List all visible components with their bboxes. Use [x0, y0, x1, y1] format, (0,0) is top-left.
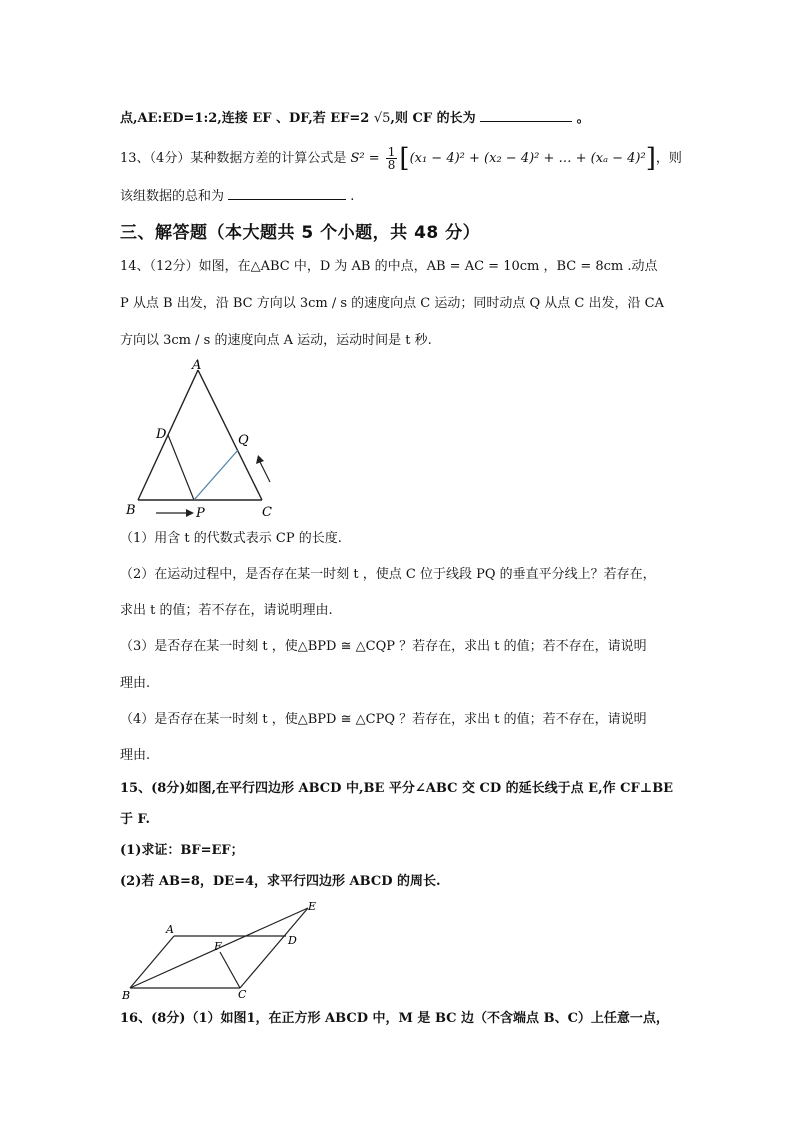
q14-sub2b: 求出 t 的值；若不存在，请说明理由. [120, 603, 333, 618]
q13-line2 [120, 186, 354, 206]
q15-sub1: (1)求证：BF=EF； [120, 843, 244, 858]
q13-frac-num: 1 [387, 145, 396, 159]
label-E: E [308, 900, 317, 913]
q13-right-bracket: ] [645, 143, 656, 174]
q15-sub2: (2)若 AB=8，DE=4，求平行四边形 ABCD 的周长. [120, 874, 441, 889]
label-F: F [214, 940, 222, 953]
edge-AB [130, 936, 174, 988]
segment-CF [220, 952, 240, 988]
label-C: C [262, 505, 272, 520]
q16-line1: 16、(8分)（1）如图1，在正方形 ABCD 中，M 是 BC 边（不含端点 B、C）上任意一点， [120, 1011, 669, 1026]
q13-answer-blank[interactable] [228, 186, 346, 200]
q13-line2-text: 该组数据的总和为 [120, 189, 225, 204]
q15-parallelogram-figure [118, 898, 328, 1004]
q12-text-b: ,则 CF 的长为 [390, 111, 476, 126]
label-A: A [166, 923, 174, 936]
segment-PQ [194, 450, 238, 500]
q13-fraction [386, 146, 398, 171]
q13-line1 [120, 143, 682, 174]
label-Q: Q [238, 433, 249, 448]
section-heading: 三、解答题（本大题共 5 个小题，共 48 分） [120, 223, 481, 243]
q13-line2-end: . [350, 189, 355, 204]
q14-line2: P 从点 B 出发，沿 BC 方向以 3cm / s 的速度向点 C 运动；同时动点 Q 从点 C 出发，沿 CA [120, 296, 664, 311]
q12-text-a: 点,AE:ED=1:2,连接 EF 、DF,若 EF=2 [120, 111, 370, 126]
q13-prefix: 13、（4分）某种数据方差的计算公式是 [120, 151, 347, 166]
label-B: B [122, 989, 131, 1002]
q15-line2: 于 F. [120, 812, 150, 827]
q14-sub4a: （4）是否存在某一时刻 t ，使△BPD ≅ △CPQ ？若存在，求出 t 的值；若不存在，请说明 [120, 712, 647, 727]
arrow-p-head [186, 509, 194, 517]
q14-sub2a: （2）在运动过程中，是否存在某一时刻 t ，使点 C 位于线段 PQ 的垂直平分线上？若存在， [120, 567, 656, 582]
q14-sub1: （1）用含 t 的代数式表示 CP 的长度. [120, 531, 342, 546]
q14-line1: 14、（12分）如图，在△ABC 中，D 为 AB 的中点，AB = AC = 10cm ，BC = 8cm .动点 [120, 259, 658, 274]
q13-suffix: ，则 [655, 151, 682, 166]
label-D: D [288, 934, 297, 947]
q12-sqrt: √5 [373, 111, 391, 126]
q14-triangle-figure [118, 358, 288, 523]
q14-sub3b: 理由. [120, 676, 151, 691]
q14-sub3a: （3）是否存在某一时刻 t ，使△BPD ≅ △CQP ？若存在，求出 t 的值；若不存在，请说明 [120, 639, 647, 654]
label-B: B [126, 503, 136, 518]
q13-formula-body: (x₁ − 4)² + (x₂ − 4)² + … + (xₐ − 4)² [409, 151, 646, 166]
edge-CE [240, 908, 308, 988]
label-C: C [238, 988, 247, 1001]
q12-answer-blank[interactable] [480, 108, 572, 122]
q13-left-bracket: [ [399, 143, 410, 174]
q12-tail-line [120, 108, 590, 128]
segment-DP [168, 435, 194, 500]
q15-line1: 15、(8分)如图,在平行四边形 ABCD 中,BE 平分∠ABC 交 CD 的延长线于点 E,作 CF⊥BE [120, 781, 674, 796]
label-D: D [156, 427, 167, 442]
q13-frac-den: 8 [387, 158, 396, 172]
q14-sub4b: 理由. [120, 748, 151, 763]
edge-AC [198, 370, 262, 500]
q12-end: 。 [576, 111, 590, 126]
q13-formula-lhs: S² = [350, 151, 380, 166]
arrow-q-direction [260, 462, 270, 482]
q14-line3: 方向以 3cm / s 的速度向点 A 运动，运动时间是 t 秒. [120, 333, 432, 348]
label-A: A [192, 358, 202, 373]
label-P: P [196, 506, 205, 521]
